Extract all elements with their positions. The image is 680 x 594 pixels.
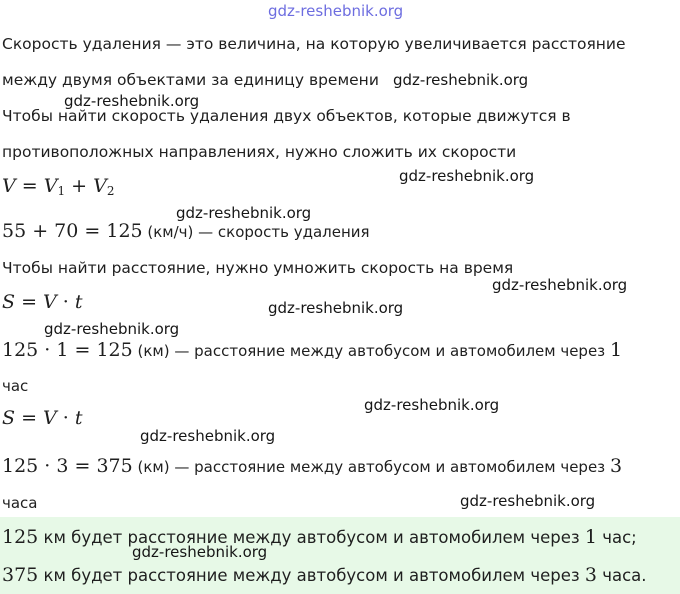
answer-text: км будет расстояние между автобусом и автомобилем через xyxy=(38,528,585,547)
answer-tail: час; xyxy=(597,528,637,547)
watermark: gdz-reshebnik.org xyxy=(176,204,312,222)
watermark: gdz-reshebnik.org xyxy=(64,92,200,110)
watermark: gdz-reshebnik.org xyxy=(132,543,268,561)
answer-line-2 xyxy=(2,565,647,586)
watermark: gdz-reshebnik.org xyxy=(44,320,180,338)
answer-line-1 xyxy=(2,527,637,548)
calc-description: (км/ч) — скорость удаления xyxy=(142,223,370,241)
answer-distance: 375 xyxy=(2,564,39,586)
watermark: gdz-reshebnik.org xyxy=(393,71,529,89)
answer-hours: 1 xyxy=(584,526,597,548)
rule-line-2: противоположных направлениях, нужно сложить их скорости xyxy=(2,143,517,161)
calc-expression: 125 · 3 = 375 xyxy=(2,455,133,477)
watermark: gdz-reshebnik.org xyxy=(140,427,276,445)
calc-hours: 3 xyxy=(609,455,623,477)
answer-distance: 125 xyxy=(2,526,39,548)
definition-line-1: Скорость удаления — это величина, на которую увеличивается расстояние xyxy=(2,35,626,53)
watermark: gdz-reshebnik.org xyxy=(492,276,628,294)
watermark: gdz-reshebnik.org xyxy=(460,492,596,510)
formula-distance-1: S = V · t xyxy=(2,291,83,313)
watermark: gdz-reshebnik.org xyxy=(364,396,500,414)
rule-distance: Чтобы найти расстояние, нужно умножить скорость на время xyxy=(2,259,514,277)
calc-description: (км) — расстояние между автобусом и автомобилем через xyxy=(132,458,610,476)
calc-tail: час xyxy=(2,377,29,395)
watermark-top: gdz-reshebnik.org xyxy=(268,2,404,20)
answer-hours: 3 xyxy=(584,564,597,586)
calc-expression: 125 · 1 = 125 xyxy=(2,339,133,361)
calc-hours: 1 xyxy=(609,339,623,361)
watermark: gdz-reshebnik.org xyxy=(268,299,404,317)
definition-line-2: между двумя объектами за единицу времени xyxy=(2,71,379,89)
answer-tail: часа. xyxy=(597,566,647,585)
rule-line-1: Чтобы найти скорость удаления двух объектов, которые движутся в xyxy=(2,107,571,125)
calculation-speed xyxy=(2,221,370,242)
calculation-distance-1 xyxy=(2,340,622,361)
answer-block xyxy=(0,517,680,594)
calc-description: (км) — расстояние между автобусом и автомобилем через xyxy=(132,342,610,360)
answer-text: км будет расстояние между автобусом и автомобилем через xyxy=(38,566,585,585)
watermark: gdz-reshebnik.org xyxy=(399,167,535,185)
calc-expression: 55 + 70 = 125 xyxy=(2,220,143,242)
formula-speed: $V = V_1 + V_2$ xyxy=(2,175,115,198)
formula-distance-2: S = V · t xyxy=(2,407,83,429)
calculation-distance-3 xyxy=(2,456,622,477)
calc-tail: часа xyxy=(2,494,38,512)
